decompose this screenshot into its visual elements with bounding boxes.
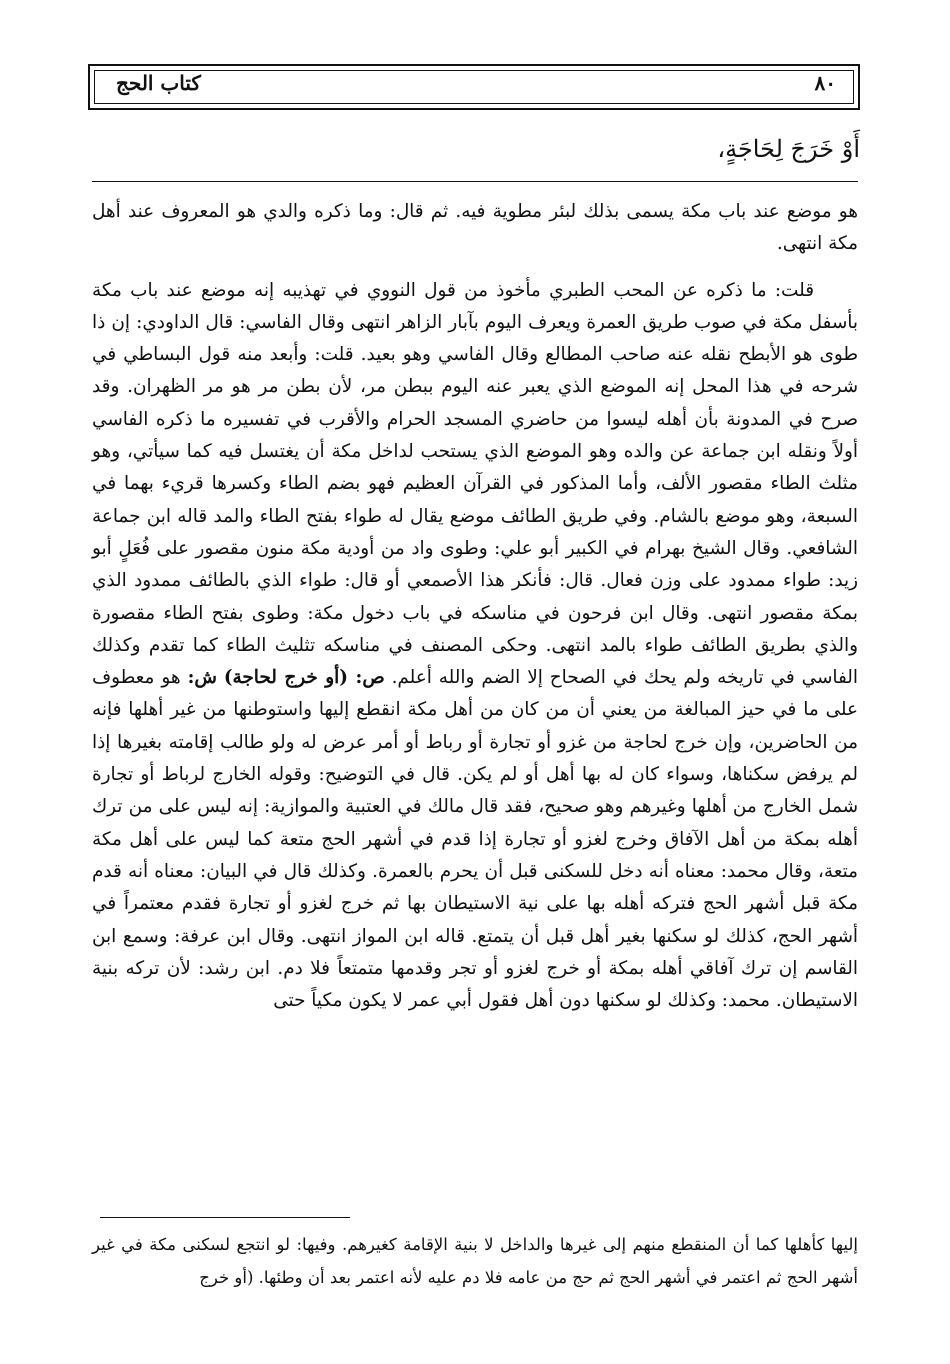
separator-rule-top: [92, 181, 858, 182]
footnote-separator: [100, 1217, 350, 1218]
commentary-paragraph-2-part-1: قلت: ما ذكره عن المحب الطبري مأخوذ من قول النووي في تهذيبه إنه موضع عند باب مكة بأسفل مكة في صوب طريق العمرة ويعرف اليوم بآبار الزاهر انتهى وقال الفاسي: قال الداودي: إن ذا طوى هو الأبطح نقله عنه صاحب المطالع وقال الفاسي وهو بعيد. قلت: وأبعد منه قول البساطي في شرحه في هذا المحل إنه الموضع الذي يعبر عنه اليوم ببطن مر، لأن بطن مر هو مر الظهران. وقد صرح في المدونة بأن أهله ليسوا من حاضري المسجد الحرام والأقرب في تفسيره ما ذكره الفاسي أولاً ونقله ابن جماعة عن والده وهو الموضع الذي يستحب لداخل مكة أن يغتسل فيه كما سيأتي، وهو مثلث الطاء مقصور الألف، وأما المذكور في القرآن العظيم فهو بضم الطاء وكسرها قريء بهما في السبعة، وهو موضع بالشام. وفي طريق الطائف موضع يقال له طواء بفتح الطاء والمد قاله ابن جماعة الشافعي. وقال الشيخ بهرام في الكبير أبو علي: وطوى واد من أودية مكة منون مقصور على فُعَلٍ أبو زيد: طواء ممدود على وزن فعال. قال: فأنكر هذا الأصمعي أو قال: طواء الذي بالطائف ممدود الذي بمكة مقصور انتهى. وقال ابن فرحون في مناسكه في باب دخول مكة: وطوى بفتح الطاء مقصورة والذي بطريق الطائف طواء بالمد انتهى. وحكى المصنف في مناسكه تثليث الطاء كما تقدم وكذلك الفاسي في تاريخه ولم يحك في الصحاح إلا الضم والله أعلم.: [92, 279, 858, 689]
commentary-body: [92, 196, 858, 1017]
commentary-paragraph-2: [92, 275, 858, 1018]
footnote-text: إليها كأهلها كما أن المنقطع منهم إلى غيرها والداخل لا بنية الإقامة كغيرهم. وفيها: لو انتجع لسكنى مكة في غير أشهر الحج ثم اعتمر في أشهر الحج ثم حج من عامه فلا دم عليه لأنه اعتمر بعد أن وطئها. (أو خرج: [92, 1235, 858, 1287]
matn-text: أَوْ خَرَجَ لِحَاجَةٍ،: [717, 135, 860, 163]
footnote: [92, 1228, 858, 1294]
commentary-paragraph-1: هو موضع عند باب مكة يسمى بذلك لبئر مطوية فيه. ثم قال: وما ذكره والدي هو المعروف عند أهل مكة انتهى.: [92, 201, 858, 255]
page-number: ٨٠: [814, 71, 836, 95]
sharh-marker: ش:: [187, 667, 217, 689]
matn-marker: ص: (أو خرج لحاجة): [223, 667, 385, 689]
header-inner-frame: [94, 70, 854, 104]
page-header: [88, 64, 860, 110]
book-title: كتاب الحج: [116, 71, 201, 95]
commentary-paragraph-2-part-2: هو معطوف على ما في حيز المبالغة من يعني أن من كان من أهل مكة انقطع إليها واستوطنها من غير أهلها فإنه من الحاضرين، وإن خرج لحاجة من غزو أو تجارة أو رباط أو أمر عرض له ولو طالب إقامته بغيرها إذا لم يرفض سكناها، وسواء كان له بها أهل أو لم يكن. قال في التوضيح: وقوله الخارج لرباط أو تجارة شمل الخارج من أهلها وغيرهم وهو صحيح، فقد قال مالك في العتبية والموازية: إنه ليس على من ترك أهله بمكة من أهل الآفاق وخرج لغزو أو تجارة إذا قدم في أشهر الحج متعة كما ليس على أهل مكة متعة، وقال محمد: معناه أنه دخل للسكنى قبل أن يحرم بالعمرة. وكذلك قال في البيان: معناه أنه قدم مكة قبل أشهر الحج فتركه أهله بها على نية الاستيطان بها ثم خرج لغزو أو تجارة فقدم معتمراً في أشهر الحج، كذلك لو سكنها بغير أهل قبل أن يتمتع. قاله ابن المواز انتهى. وقال ابن عرفة: وسمع ابن القاسم إن ترك آفاقي أهله بمكة أو خرج لغزو أو تجر وقدمها متمتعاً فلا دم. ابن رشد: لأن تركه بنية الاستيطان. محمد: وكذلك لو سكنها دون أهل فقول أبي عمر لا يكون مكياً حتى: [92, 667, 858, 1012]
